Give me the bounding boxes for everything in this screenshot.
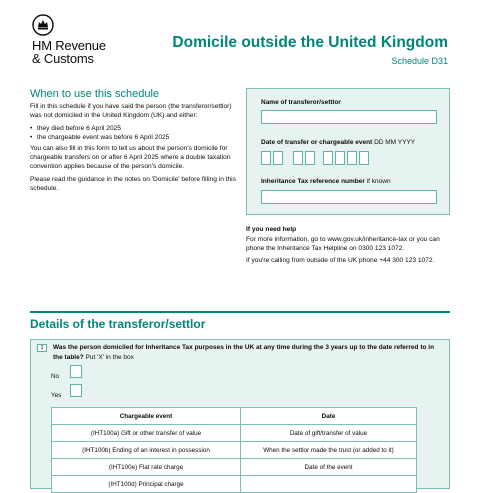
no-checkbox[interactable] [70, 365, 82, 378]
column-header-date: Date [241, 408, 417, 425]
when-bullet-2: • the chargeable event was before 6 April 2025 [30, 133, 240, 142]
date-month-2[interactable] [305, 151, 315, 165]
date-cell: Date of the event [241, 459, 417, 476]
question-number: 1 [37, 344, 47, 352]
reference-hint: if known [366, 178, 391, 185]
table-row [52, 442, 417, 459]
chargeable-event-table [51, 407, 417, 493]
when-intro: Fill in this schedule if you have said the person (the transferor/settlor) was not domiciled in the United Kingdom (UK) and either: [30, 103, 232, 120]
schedule-label: Schedule D31 [391, 56, 448, 66]
table-row [52, 476, 417, 493]
table-row [52, 425, 417, 442]
when-para-2: You can also fill in this form to tell us about the person's domicile for chargeable transfers on or after 6 April 2025 where a double taxation convention applies because of the person's domicile. [30, 144, 231, 171]
when-bullets [30, 124, 240, 143]
reference-input[interactable] [261, 190, 437, 204]
date-month-1[interactable] [293, 151, 303, 165]
reference-label: Inheritance Tax reference number if known [261, 178, 391, 185]
table-row [52, 459, 417, 476]
when-to-use-text [30, 102, 240, 197]
help-text-2: If you're calling from outside of the UK phone +44 300 123 1072. [246, 257, 435, 264]
help-text-1: For more information, go to www.gov.uk/inheritance-tax or you can phone the Inheritance Tax Helpline on 0300 123 1072. [246, 236, 440, 252]
date-year-1[interactable] [323, 151, 333, 165]
event-cell: (IHT100a) Gift or other transfer of value [52, 425, 241, 442]
table-header-row [52, 408, 417, 425]
date-cell: When the settlor made the trust (or added to it) [241, 442, 417, 459]
date-format-hint: DD MM YYYY [374, 139, 416, 146]
date-label: Date of transfer or chargeable event DD MM YYYY [261, 139, 416, 146]
logo-line-2: & Customs [32, 51, 94, 66]
name-label: Name of transferor/settlor [261, 99, 341, 106]
date-cell: Date of gift/transfer of value [241, 425, 417, 442]
event-cell: (IHT100b) Ending of an interest in possession [52, 442, 241, 459]
event-cell: (IHT100e) Flat rate charge [52, 459, 241, 476]
section-divider [30, 311, 450, 313]
question-hint: Put 'X' in the box [85, 353, 134, 361]
hmrc-logo [32, 14, 122, 65]
question-1-box [30, 339, 450, 489]
help-section [246, 225, 456, 268]
logo-line-1: HM Revenue [32, 38, 106, 53]
date-day-1[interactable] [261, 151, 271, 165]
help-title: If you need help [246, 226, 297, 233]
section-heading: Details of the transferor/settlor [30, 317, 206, 331]
date-year-4[interactable] [359, 151, 369, 165]
royal-crest-icon [32, 14, 54, 36]
question-text: Was the person domiciled for Inheritance Tax purposes in the UK at any time during the 3 years up to the date referred to in the table? Put 'X' in the box [53, 344, 435, 361]
date-year-3[interactable] [347, 151, 357, 165]
date-cell [241, 476, 417, 493]
yes-label: Yes [51, 392, 62, 399]
when-to-use-heading: When to use this schedule [30, 88, 160, 100]
transferor-details-box [246, 88, 450, 215]
when-bullet-1: • they died before 6 April 2025 [30, 124, 240, 133]
date-year-2[interactable] [335, 151, 345, 165]
when-para-3: Please read the guidance in the notes on 'Domicile' before filling in this schedule. [30, 175, 236, 193]
no-label: No [51, 373, 60, 380]
date-day-2[interactable] [273, 151, 283, 165]
column-header-event: Chargeable event [52, 408, 241, 425]
event-cell: (IHT100d) Principal charge [52, 476, 241, 493]
name-input[interactable] [261, 110, 437, 124]
yes-checkbox[interactable] [70, 384, 82, 397]
document-title: Domicile outside the United Kingdom [172, 34, 448, 51]
